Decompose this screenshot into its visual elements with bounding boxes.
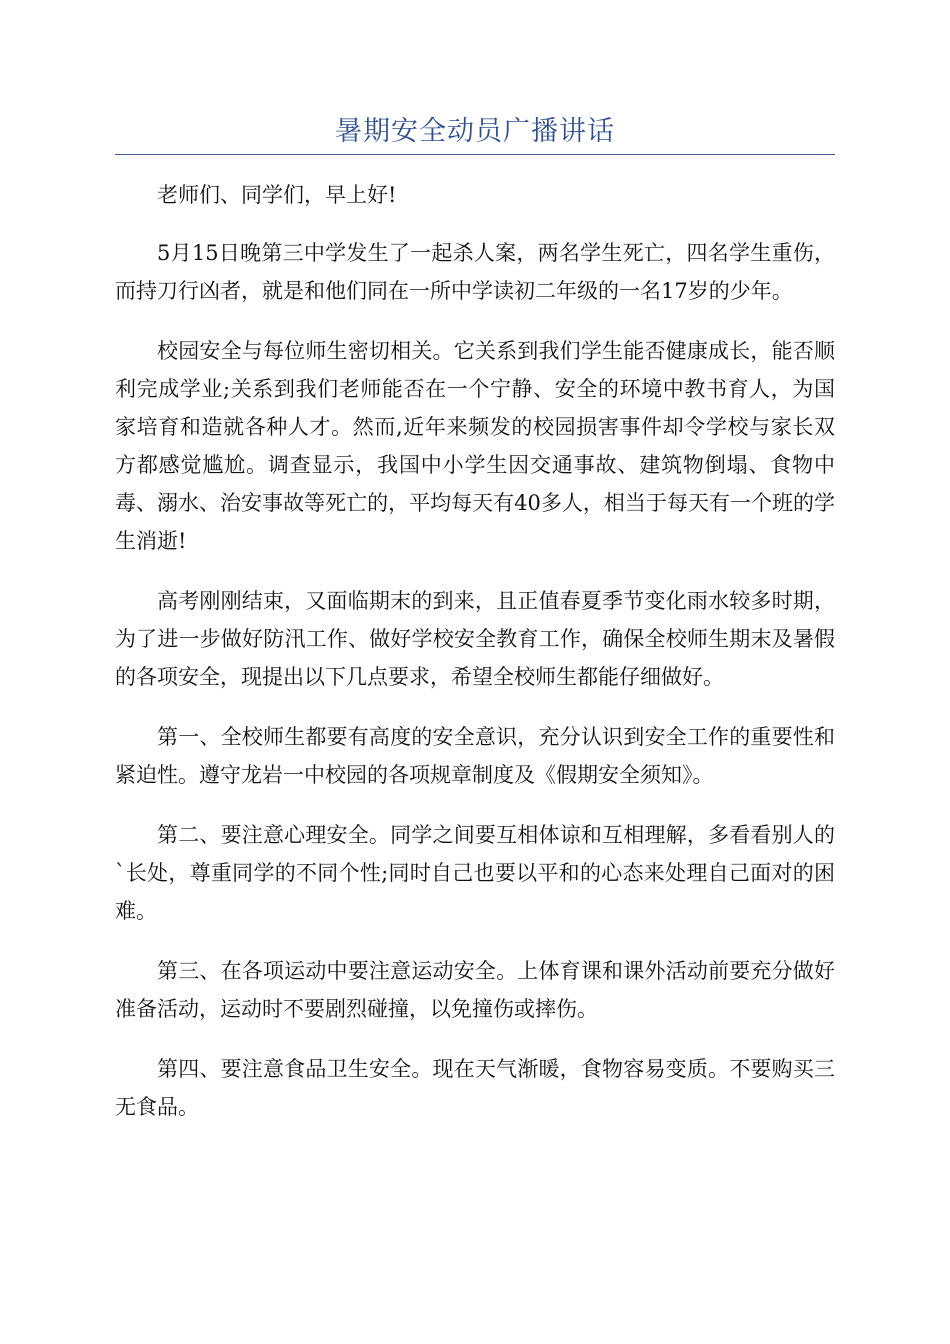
paragraph-point-one: 第一、全校师生都要有高度的安全意识，充分认识到安全工作的重要性和紧迫性。遵守龙岩一中校园的各项规章制度及《假期安全须知》。 (115, 725, 835, 787)
paragraph-point-two: 第二、要注意心理安全。同学之间要互相体谅和互相理解，多看看别人的`长处，尊重同学的不同个性;同时自己也要以平和的心态来处理自己面对的困难。 (115, 823, 835, 923)
document-title: 暑期安全动员广播讲话 (335, 116, 615, 147)
paragraph-incident: 5月15日晚第三中学发生了一起杀人案，两名学生死亡，四名学生重伤，而持刀行凶者，就是和他们同在一所中学读初二年级的一名17岁的少年。 (115, 241, 835, 303)
paragraph-requirements-intro: 高考刚刚结束，又面临期末的到来，且正值春夏季节变化雨水较多时期，为了进一步做好防汛工作、做好学校安全教育工作，确保全校师生期末及暑假的各项安全，现提出以下几点要求，希望全校师生都能仔细做好。 (115, 589, 835, 689)
document-body (115, 176, 835, 1148)
paragraph-campus-safety: 校园安全与每位师生密切相关。它关系到我们学生能否健康成长，能否顺利完成学业;关系到我们老师能否在一个宁静、安全的环境中教书育人，为国家培育和造就各种人才。然而,近年来频发的校园损害事件却令学校与家长双方都感觉尴尬。调查显示，我国中小学生因交通事故、建筑物倒塌、食物中毒、溺水、治安事故等死亡的，平均每天有40多人，相当于每天有一个班的学生消逝! (115, 339, 835, 553)
paragraph-greeting: 老师们、同学们，早上好! (157, 183, 397, 207)
paragraph-point-four: 第四、要注意食品卫生安全。现在天气渐暖，食物容易变质。不要购买三无食品。 (115, 1057, 835, 1119)
paragraph-point-three: 第三、在各项运动中要注意运动安全。上体育课和课外活动前要充分做好准备活动，运动时不要剧烈碰撞，以免撞伤或摔伤。 (115, 959, 835, 1021)
title-underline (115, 154, 835, 155)
